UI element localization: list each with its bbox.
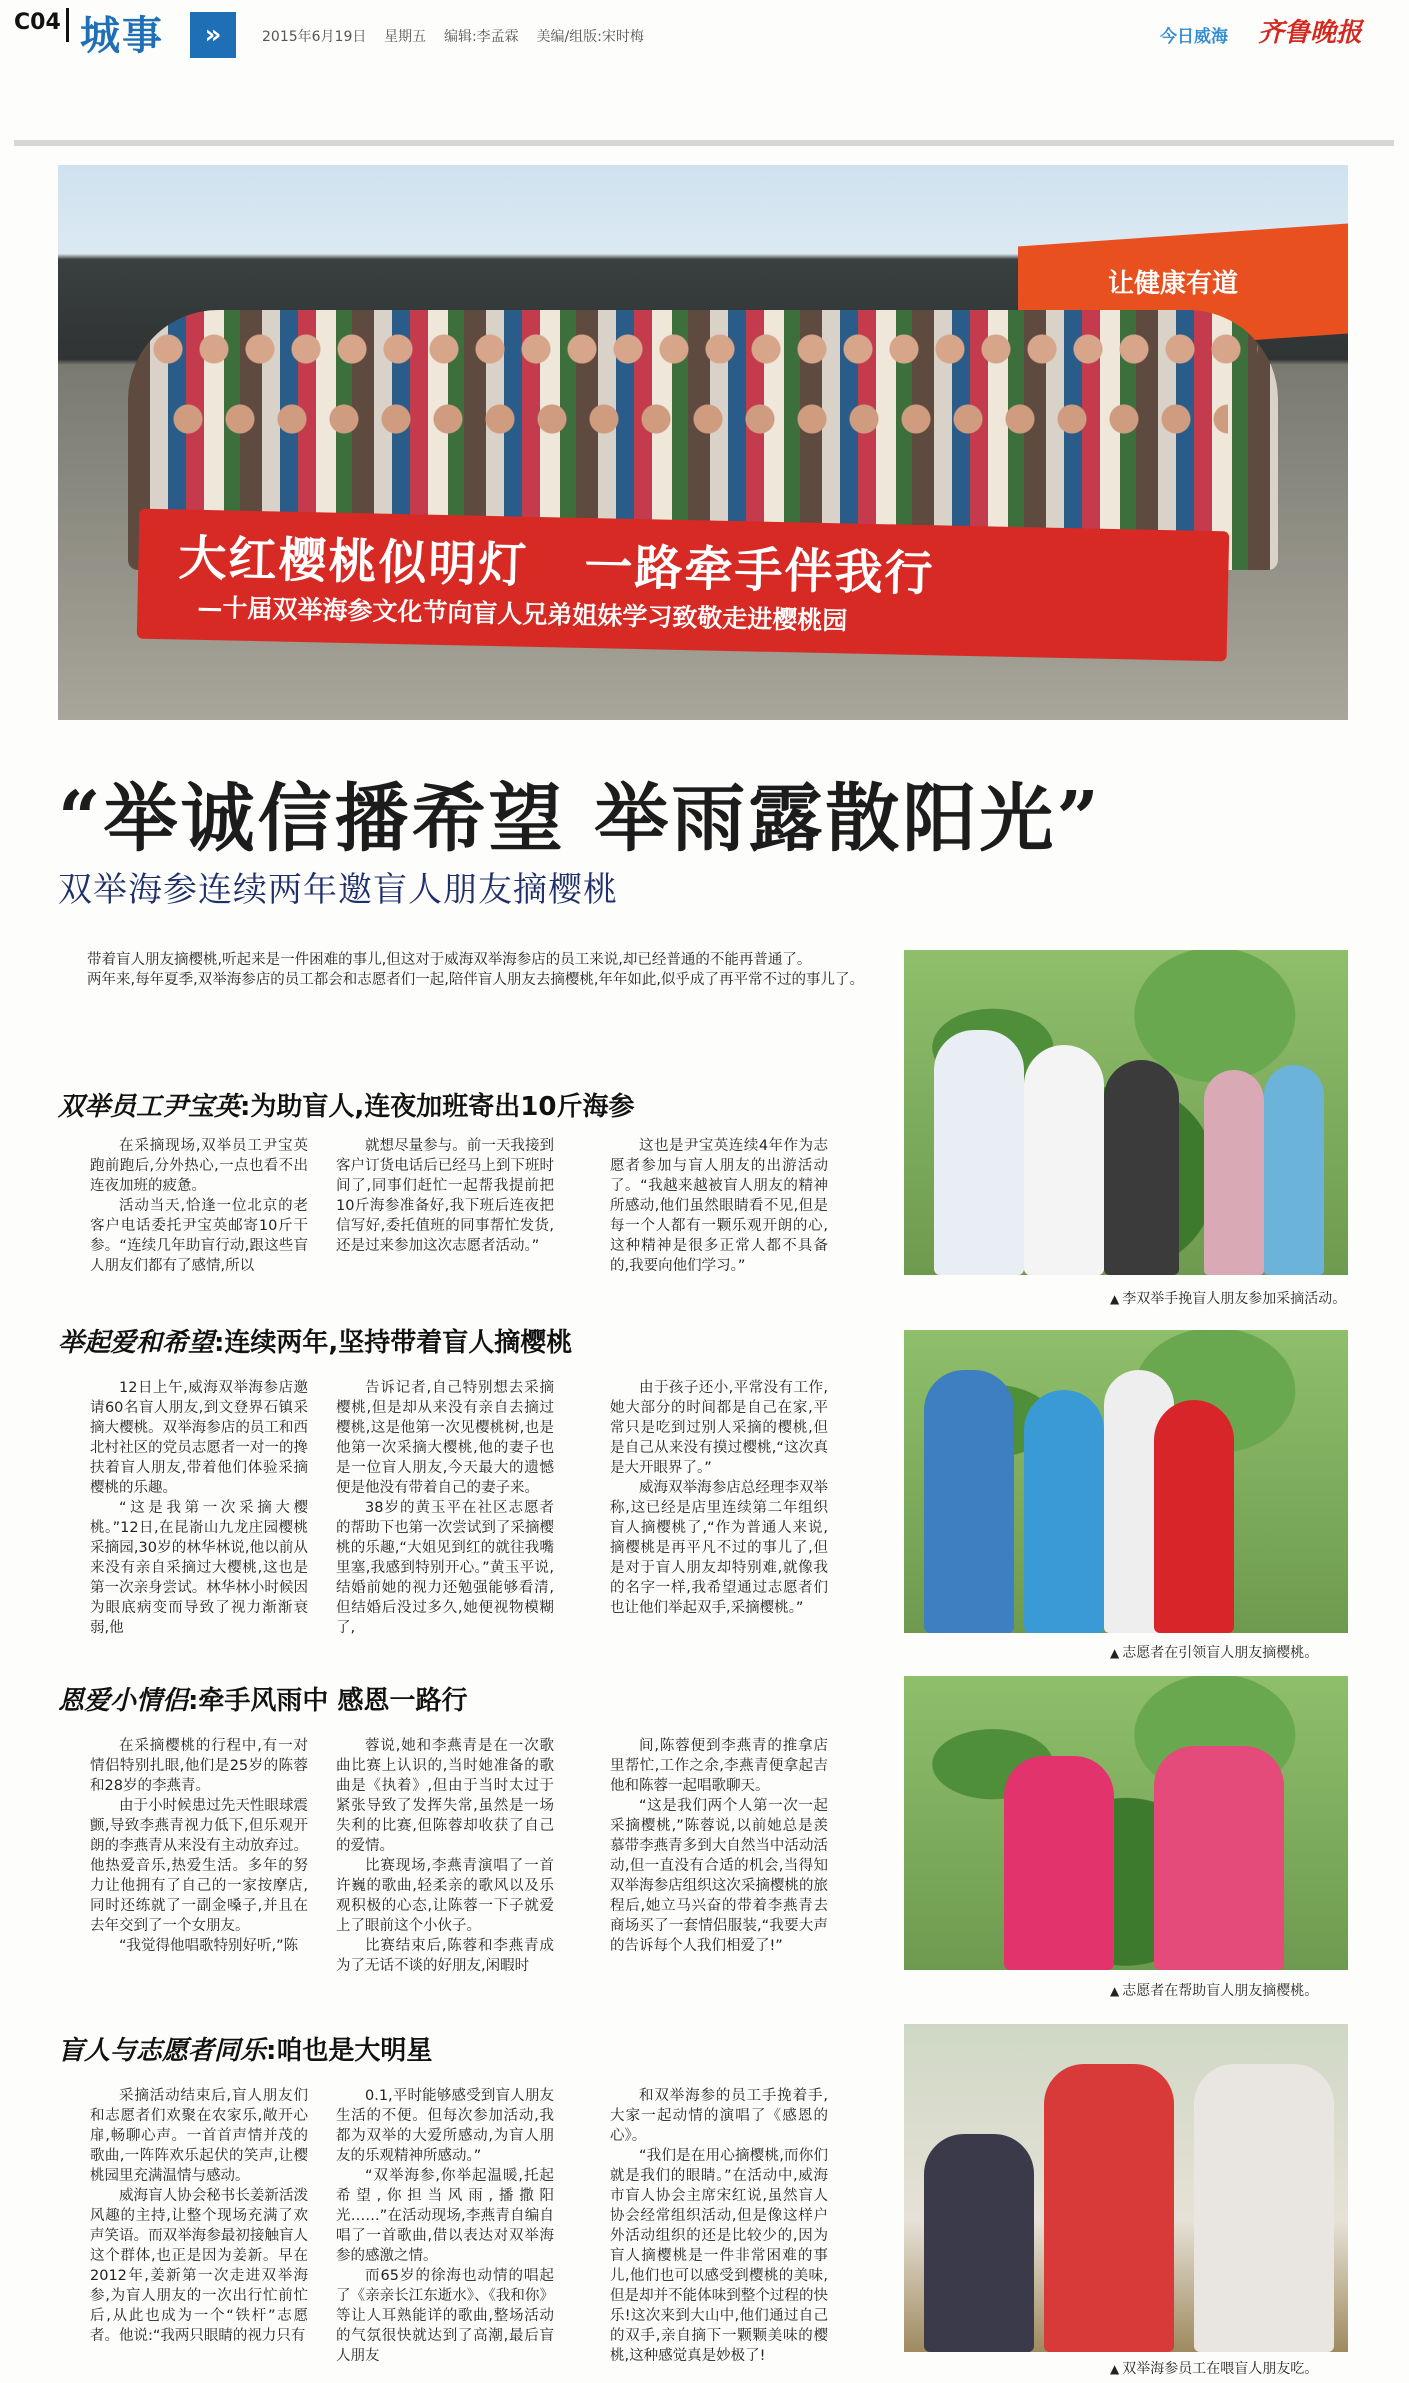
paragraph: 蓉说,她和李燕青是在一次歌曲比赛上认识的,当时她准备的歌曲是《执着》,但由于当时太过于紧张导致了发挥失常,虽然是一场失利的比赛,但陈蓉却收获了自己的爱情。 bbox=[336, 1738, 554, 1854]
photo-1 bbox=[904, 950, 1348, 1275]
paragraph: “这是我第一次采摘大樱桃。”12日,在昆嵛山九龙庄园樱桃采摘园,30岁的林华林说,他以前从来没有亲自采摘过大樱桃,这也是第一次亲身尝试。林华林小时候因为眼底病变而导致了视力渐渐衰弱,他 bbox=[90, 1500, 308, 1636]
section-2-col-1 bbox=[90, 1378, 308, 1638]
crowd-faces-front bbox=[168, 395, 1228, 455]
section-3-col-2 bbox=[336, 1736, 554, 1976]
page-number: C04 bbox=[14, 10, 61, 35]
paragraph: “这是我们两个人第一次一起采摘樱桃,”陈蓉说,以前她总是羡慕带李燕青多到大自然当中活动活动,但一直没有合适的机会,当得知双举海参店组织这次采摘樱桃的旅程后,她立马兴奋的带着李燕青去商场买了一套情侣服装,“我要大声的告诉每个人我们相爱了!” bbox=[610, 1798, 828, 1954]
headline: “举诚信播希望 举雨露散阳光” bbox=[58, 776, 1102, 862]
paragraph: 比赛结束后,陈蓉和李燕青成为了无话不谈的好朋友,闲暇时 bbox=[336, 1938, 554, 1974]
paragraph: 和双举海参的员工手挽着手,大家一起动情的演唱了《感恩的心》。 bbox=[610, 2088, 828, 2144]
paragraph: “双举海参,你举起温暖,托起希望,你担当风雨,播撒阳光……”在活动现场,李燕青自编自唱了一首歌曲,借以表达对双举海参的感激之情。 bbox=[336, 2168, 554, 2264]
paragraph: 告诉记者,自己特别想去采摘樱桃,但是却从来没有亲自去摘过樱桃,这是他第一次见樱桃树,也是他第一次采摘大樱桃,他的妻子也是一位盲人朋友,今天最大的遗憾便是他没有带着自己的妻子来。 bbox=[336, 1380, 554, 1496]
section-4-col-1 bbox=[90, 2086, 308, 2346]
paragraph: 由于孩子还小,平常没有工作,她大部分的时间都是自己在家,平常只是吃到过别人采摘的樱桃,但是自己从来没有摸过樱桃,“这次真是大开眼界了。” bbox=[610, 1380, 828, 1476]
tent-text: 让健康有道 bbox=[1108, 269, 1239, 299]
issue-meta: 2015年6月19日 星期五 编辑:李孟霖 美编/组版:宋时梅 bbox=[262, 29, 644, 45]
photo-1-caption: ▲ 李双举手挽盲人朋友参加采摘活动。 bbox=[1110, 1288, 1346, 1308]
photo-2-caption: ▲ 志愿者在引领盲人朋友摘樱桃。 bbox=[1110, 1642, 1318, 1662]
paragraph: 在采摘樱桃的行程中,有一对情侣特别扎眼,他们是25岁的陈蓉和28岁的李燕青。 bbox=[90, 1738, 308, 1794]
section-3-col-3 bbox=[610, 1736, 828, 1956]
paragraph: 而65岁的徐海也动情的唱起了《亲亲长江东逝水》、《我和你》等让人耳熟能详的歌曲,整场活动的气氛很快就达到了高潮,最后盲人朋友 bbox=[336, 2268, 554, 2364]
subheadline: 双举海参连续两年邀盲人朋友摘樱桃 bbox=[58, 870, 618, 910]
photo-2 bbox=[904, 1330, 1348, 1633]
section-heading-4: 盲人与志愿者同乐:咱也是大明星 bbox=[58, 2036, 433, 2066]
photo-4 bbox=[904, 2024, 1348, 2352]
newspaper-logo: 齐鲁晚报 bbox=[1258, 18, 1363, 48]
section-1-col-2 bbox=[336, 1136, 554, 1256]
photo-3 bbox=[904, 1676, 1348, 1970]
section-4-col-2 bbox=[336, 2086, 554, 2366]
section-1-col-3 bbox=[610, 1136, 828, 1276]
paragraph: 由于小时候患过先天性眼球震颤,导致李燕青视力低下,但乐观开朗的李燕青从来没有主动放弃过。他热爱音乐,热爱生活。多年的努力让他拥有了自己的一家按摩店,同时还练就了一副金嗓子,并且在去年交到了一个女朋友。 bbox=[90, 1798, 308, 1934]
paragraph: 0.1,平时能够感受到盲人朋友生活的不便。但每次参加活动,我都为双举的大爱所感动,为盲人朋友的乐观精神所感动。” bbox=[336, 2088, 554, 2164]
crowd-faces-back bbox=[148, 325, 1258, 385]
paragraph: 威海双举海参店总经理李双举称,这已经是店里连续第二年组织盲人摘樱桃了,“作为普通人来说,摘樱桃是再平凡不过的事儿了,但是对于盲人朋友却特别难,就像我的名字一样,我希望通过志愿者们也让他们举起双手,采摘樱桃。” bbox=[610, 1480, 828, 1616]
section-heading-1: 双举员工尹宝英:为助盲人,连夜加班寄出10斤海参 bbox=[58, 1092, 635, 1122]
paragraph: 比赛现场,李燕青演唱了一首许巍的歌曲,轻柔亲的歌风以及乐观积极的心态,让陈蓉一下子就爱上了眼前这个小伙子。 bbox=[336, 1858, 554, 1934]
section-heading-2: 举起爱和希望:连续两年,坚持带着盲人摘樱桃 bbox=[58, 1328, 573, 1358]
section-heading-3: 恩爱小情侣:牵手风雨中 感恩一路行 bbox=[58, 1686, 468, 1716]
edition-label: 今日威海 bbox=[1160, 27, 1228, 47]
section-title: 城事 bbox=[80, 12, 164, 59]
paragraph: 在采摘现场,双举员工尹宝英跑前跑后,分外热心,一点也看不出连夜加班的疲惫。 bbox=[90, 1138, 308, 1194]
section-2-col-2 bbox=[336, 1378, 554, 1638]
paragraph: 这也是尹宝英连续4年作为志愿者参加与盲人朋友的出游活动了。“我越来越被盲人朋友的精神所感动,他们虽然眼睛看不见,但是每一个人都有一颗乐观开朗的心,这种精神是很多正常人都不具备的,我要向他们学习。” bbox=[610, 1138, 828, 1274]
section-arrow-icon: » bbox=[190, 12, 236, 58]
photo-4-caption: ▲ 双举海参员工在喂盲人朋友吃。 bbox=[1110, 2358, 1318, 2378]
section-1-col-1 bbox=[90, 1136, 308, 1276]
red-banner bbox=[137, 509, 1229, 662]
section-2-col-3 bbox=[610, 1378, 828, 1618]
paragraph: 12日上午,威海双举海参店邀请60名盲人朋友,到文登界石镇采摘大樱桃。双举海参店的员工和西北村社区的党员志愿者一对一的搀扶着盲人朋友,带着他们体验采摘樱桃的乐趣。 bbox=[90, 1380, 308, 1496]
intro-paragraph: 带着盲人朋友摘樱桃,听起来是一件困难的事儿,但这对于威海双举海参店的员工来说,却已经普通的不能再普通了。 bbox=[87, 952, 812, 968]
main-photo bbox=[58, 165, 1348, 720]
paragraph: “我们是在用心摘樱桃,而你们就是我们的眼睛。”在活动中,威海市盲人协会主席宋红说,虽然盲人协会经常组织活动,但是像这样户外活动组织的还是比较少的,因为盲人摘樱桃是一件非常困难的事儿,他们也可以感受到樱桃的美味,但是却并不能体味到整个过程的快乐!这次来到大山中,他们通过自己的双手,亲自摘下一颗颗美味的樱桃,这种感觉真是妙极了! bbox=[610, 2148, 828, 2364]
paragraph: 间,陈蓉便到李燕青的推拿店里帮忙,工作之余,李燕青便拿起吉他和陈蓉一起唱歌聊天。 bbox=[610, 1738, 828, 1794]
paragraph: 就想尽量参与。前一天我接到客户订货电话后已经马上到下班时间了,同事们赶忙一起帮我提前把10斤海参准备好,我下班后连夜把信写好,委托值班的同事帮忙发货,还是过来参加这次志愿者活动。” bbox=[336, 1138, 554, 1254]
banner-line2: —十届双举海参文化节向盲人兄弟姐妹学习致敬走进樱桃园 bbox=[197, 592, 848, 636]
intro-paragraph: 两年来,每年夏季,双举海参店的员工都会和志愿者们一起,陪伴盲人朋友去摘樱桃,年年如此,似乎成了再平常不过的事儿了。 bbox=[87, 972, 865, 988]
paragraph: 采摘活动结束后,盲人朋友们和志愿者们欢聚在农家乐,敞开心扉,畅聊心声。一首首声情并茂的歌曲,一阵阵欢乐起伏的笑声,让樱桃园里充满温情与感动。 bbox=[90, 2088, 308, 2184]
banner-line1: 大红樱桃似明灯 一路牵手伴我行 bbox=[177, 530, 936, 603]
paragraph: 活动当天,恰逢一位北京的老客户电话委托尹宝英邮寄10斤干参。“连续几年助盲行动,跟这些盲人朋友们都有了感情,所以 bbox=[90, 1198, 308, 1274]
header-divider bbox=[66, 8, 69, 42]
intro-text bbox=[58, 950, 870, 990]
section-3-col-1 bbox=[90, 1736, 308, 1956]
paragraph: “我觉得他唱歌特别好听,”陈 bbox=[119, 1938, 299, 1954]
paragraph: 威海盲人协会秘书长姜新活泼风趣的主持,让整个现场充满了欢声笑语。而双举海参最初接触盲人这个群体,也正是因为姜新。早在2012年,姜新第一次走进双举海参,为盲人朋友的一次出行忙前忙后,从此也成为一个“铁杆”志愿者。他说:“我两只眼睛的视力只有 bbox=[90, 2188, 308, 2344]
section-4-col-3 bbox=[610, 2086, 828, 2366]
photo-3-caption: ▲ 志愿者在帮助盲人朋友摘樱桃。 bbox=[1110, 1980, 1318, 2000]
paragraph: 38岁的黄玉平在社区志愿者的帮助下也第一次尝试到了采摘樱桃的乐趣,“大姐见到红的就往我嘴里塞,我感到特别开心。”黄玉平说,结婚前她的视力还勉强能够看清,但结婚后没过多久,她便视物模糊了, bbox=[336, 1500, 554, 1636]
header-rule bbox=[14, 140, 1394, 146]
